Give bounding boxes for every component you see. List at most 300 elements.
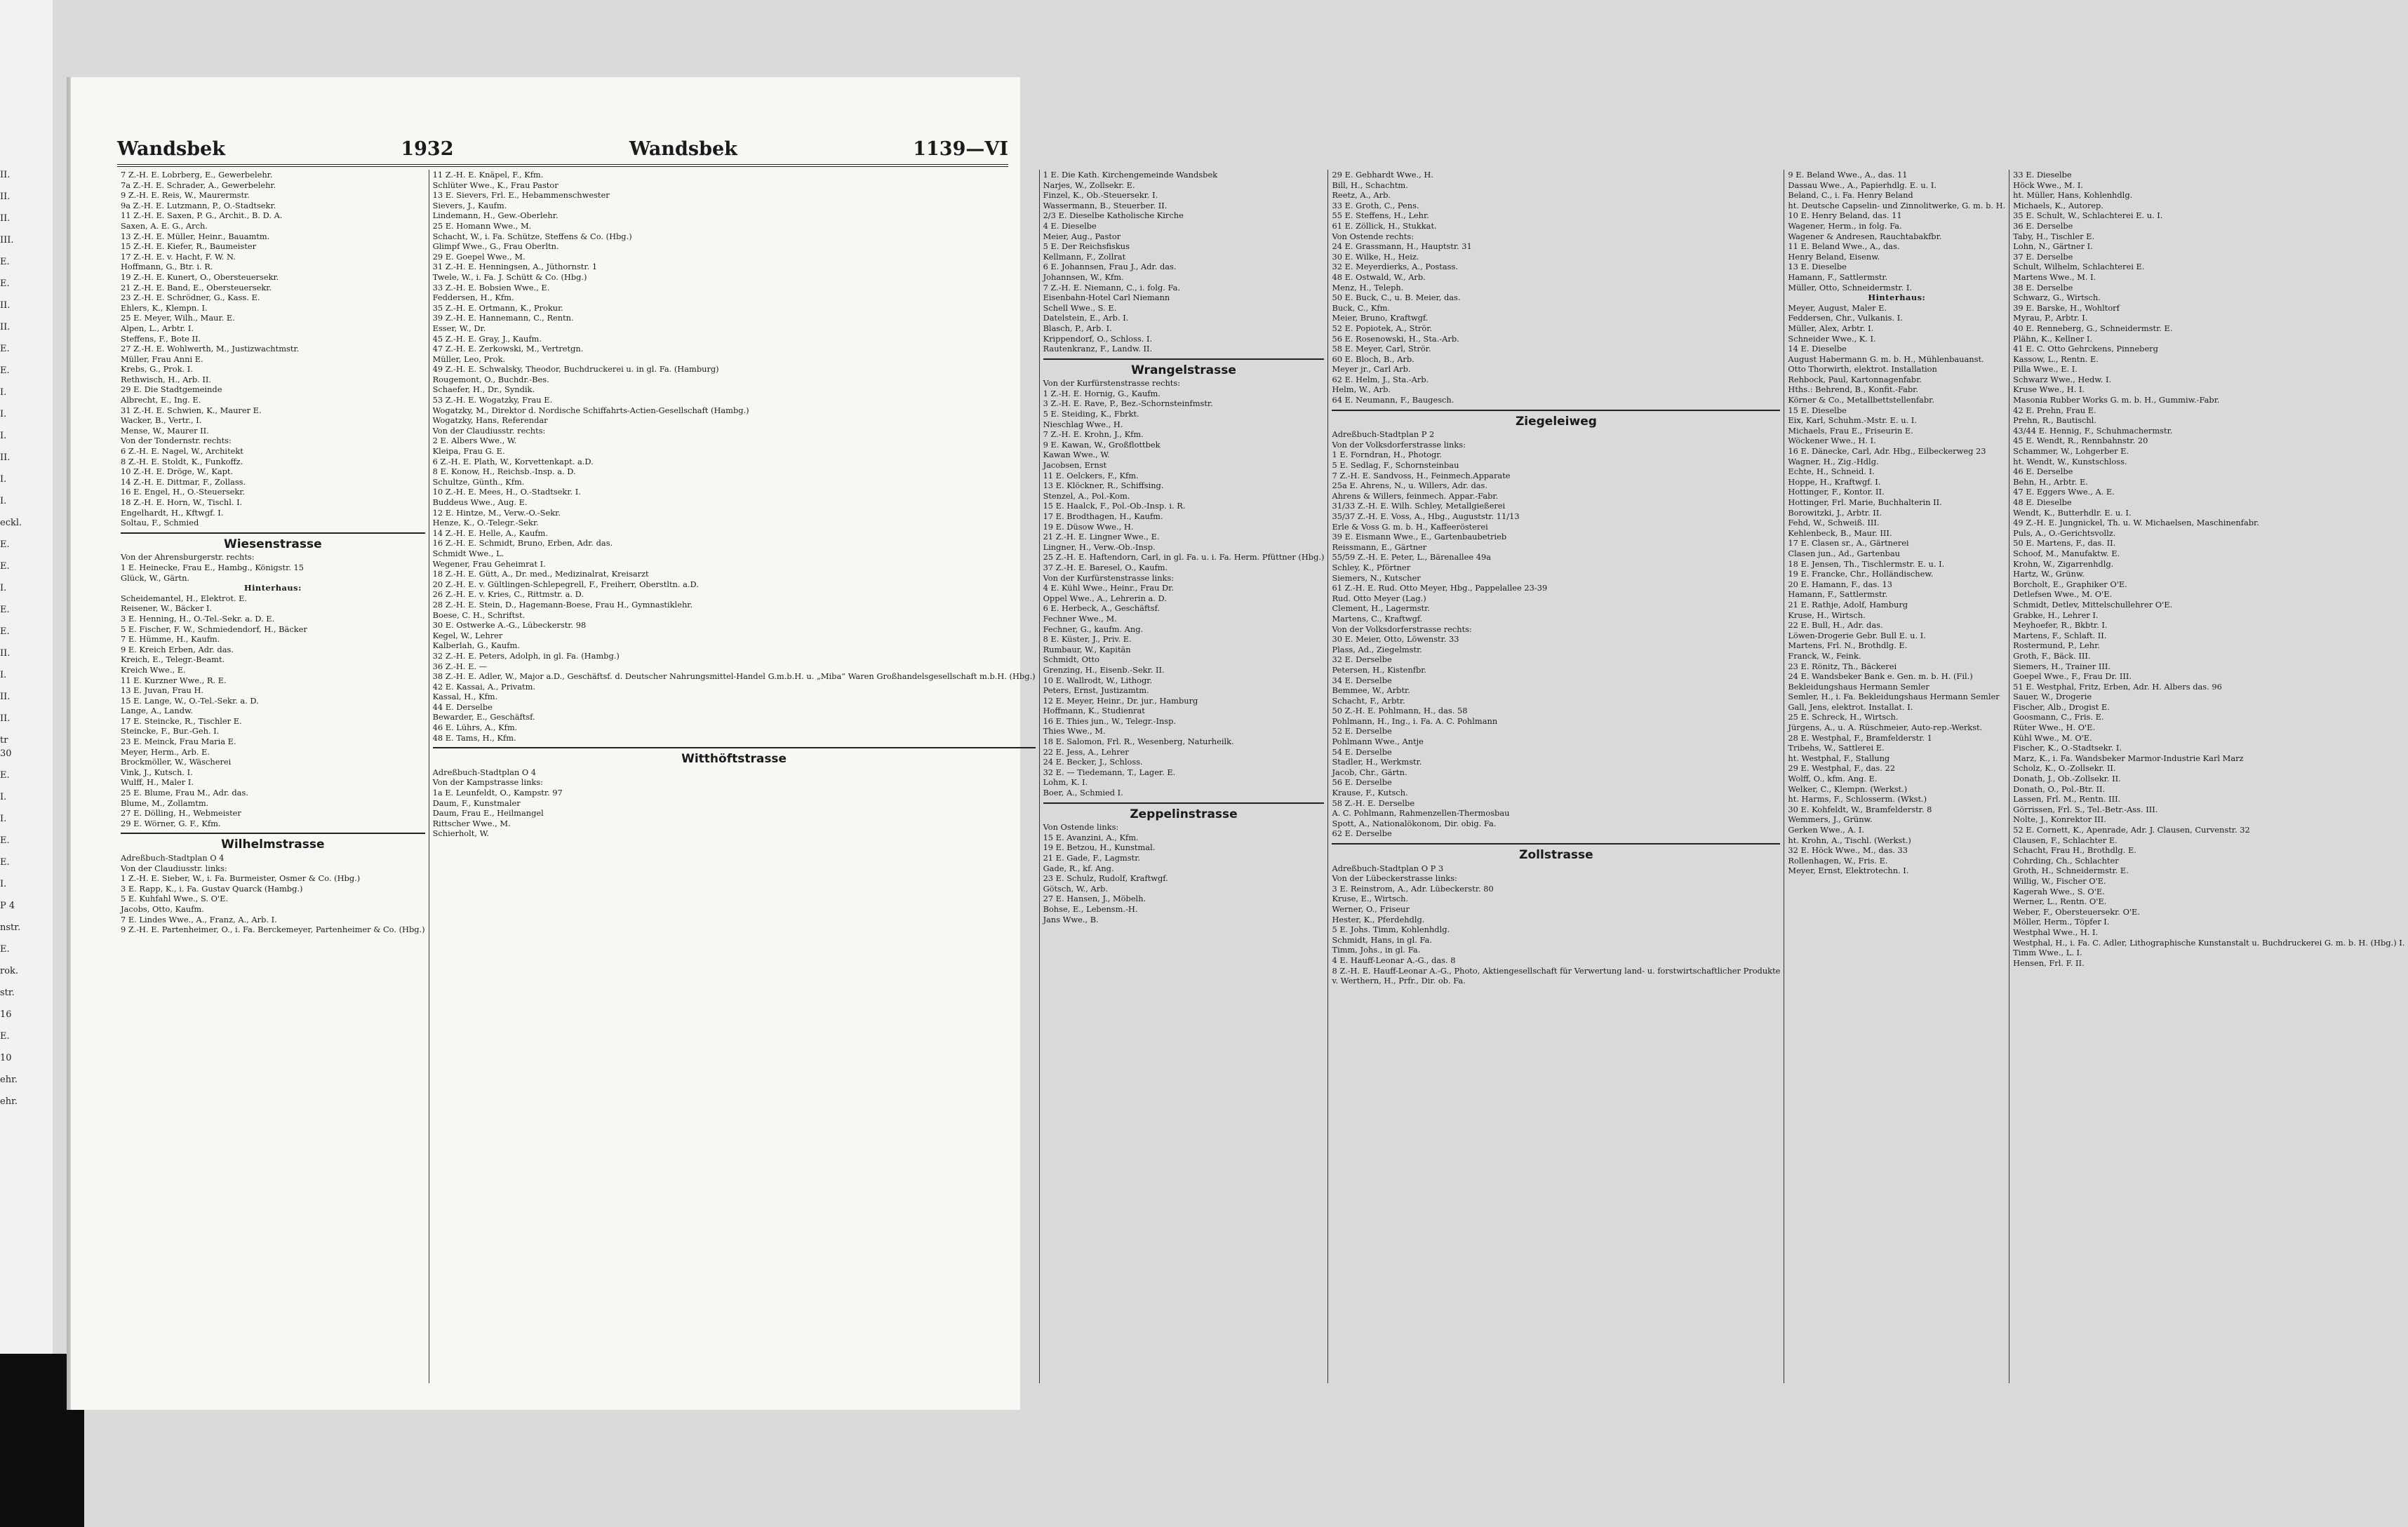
directory-entry: 5 E. Steiding, K., Fbrkt. [1043,409,1139,419]
directory-entry: Rüter Wwe., H. O'E. [2013,722,2096,733]
directory-entry: Albrecht, E., Ing. E. [121,395,201,405]
directory-entry: Blume, M., Zollamtm. [121,798,209,808]
directory-entry: Schultze, Günth., Kfm. [432,476,525,487]
directory-entry: Wacker, B., Vertr., I. [121,415,202,426]
directory-entry: Franck, W., Feink. [1788,650,1861,661]
strip-fragment: rok. [0,966,19,976]
directory-entry: Wemmers, J., Grünw. [1788,814,1873,825]
directory-entry: Kassal, H., Kfm. [432,692,498,702]
directory-entry: Lohn, N., Gärtner I. [2013,241,2093,252]
directory-entry: Martens, F., Schlaft. II. [2013,630,2107,640]
directory-entry: 35 E. Schult, W., Schlachterei E. u. I. [2013,210,2163,221]
street-heading: Wrangelstrasse [1043,358,1325,376]
directory-entry: 19 E. Francke, Chr., Holländischew. [1788,569,1934,579]
directory-entry: 2 E. Albers Wwe., W. [432,436,517,446]
directory-entry: 23 E. Schulz, Rudolf, Kraftwgf. [1043,873,1168,884]
directory-entry: Finzel, K., Ob.-Steuersekr. I. [1043,190,1158,201]
directory-entry: Meyer, August, Maler E. [1788,302,1887,313]
directory-entry: 30 E. Meier, Otto, Löwenstr. 33 [1332,634,1459,645]
directory-entry: Von der Volksdorferstrasse links: [1332,439,1466,450]
directory-entry: 5 E. Der Reichsfiskus [1043,241,1130,252]
directory-entry: 32 E. Höck Wwe., M., das. 33 [1788,845,1908,856]
directory-entry: 38 Z.-H. E. Adler, W., Major a.D., Geschäftsf. d. Deutscher Nahrungsmittel-Handel G.m.b.H. u. „Miba“ Waren Großhandelsgesellschaft m.b.H. (Hbg.) [432,671,1036,682]
directory-column [117,170,429,1383]
directory-entry: 45 E. Wendt, R., Rennbahnstr. 20 [2013,436,2148,446]
directory-entry: Groth, F., Bäck. III. [2013,650,2091,661]
directory-entry: Meier, Bruno, Kraftwgf. [1332,313,1429,323]
directory-entry: Fechner Wwe., M. [1043,613,1117,624]
directory-entry: 33 E. Dieselbe [2013,170,2072,180]
directory-entry: 60 E. Bloch, B., Arb. [1332,354,1414,364]
street-heading: Wiesenstrasse [121,532,425,550]
directory-entry: 43/44 E. Hennig, F., Schuhmachermstr. [2013,425,2173,436]
directory-entry: Narjes, W., Zollsekr. E. [1043,180,1135,190]
directory-entry: 32 E. — Tiedemann, T., Lager. E. [1043,767,1176,777]
directory-entry: Clement, H., Lagermstr. [1332,603,1430,614]
strip-fragment: tr 30 [0,735,12,759]
directory-entry: 20 Z.-H. E. v. Gültlingen-Schlepegrell, F., Freiherr, Oberstltn. a.D. [432,579,699,589]
directory-entry: Thies Wwe., M. [1043,726,1106,736]
directory-entry: Donath, O., Pol.-Btr. II. [2013,783,2106,794]
directory-entry: 25 E. Blume, Frau M., Adr. das. [121,788,248,798]
directory-entry: 42 E. Kassai, A., Privatm. [432,681,536,692]
directory-entry: 25 Z.-H. E. Haftendorn, Carl, in gl. Fa. u. i. Fa. Herm. Pfüttner (Hbg.) [1043,552,1325,563]
strip-fragment: II. [0,322,11,332]
directory-entry: 35 Z.-H. E. Ortmann, K., Prokur. [432,302,563,313]
directory-page [67,77,2405,1410]
directory-entry: Möller, Herm., Töpfer I. [2013,917,2110,927]
directory-entry: 45 Z.-H. E. Gray, J., Kaufm. [432,333,542,344]
directory-entry: Dassau Wwe., A., Papierhdlg. E. u. I. [1788,180,1937,190]
directory-entry: Hamann, F., Sattlermstr. [1788,589,1888,600]
directory-entry: Adreßbuch-Stadtplan O 4 [121,853,225,863]
directory-column [429,170,1040,1383]
directory-entry: 49 Z.-H. E. Jungnickel, Th. u. W. Michaelsen, Maschinenfabr. [2013,518,2259,528]
directory-entry: Gall, Jens, elektrot. Installat. I. [1788,701,1913,712]
directory-entry: Von der Kurfürstenstrasse rechts: [1043,378,1181,389]
directory-entry: Körner & Co., Metallbettstellenfabr. [1788,395,1934,405]
strip-fragment: II. [0,300,11,311]
directory-entry: 56 E. Derselbe [1332,777,1392,788]
directory-entry: Kegel, W., Lehrer [432,630,503,640]
strip-fragment: I. [0,387,7,398]
directory-entry: 17 E. Brodthagen, H., Kaufm. [1043,511,1163,521]
directory-entry: Henry Beland, Eisenw. [1788,251,1880,262]
strip-fragment: eckl. [0,518,22,528]
directory-entry: Wegener, Frau Geheimrat I. [432,558,546,569]
directory-entry: Krause, F., Kutsch. [1332,788,1408,798]
directory-entry: 5 E. Fischer, F. W., Schmiedendorf, H., Bäcker [121,624,307,634]
directory-entry: 55/59 Z.-H. E. Peter, L., Bärenallee 49a [1332,552,1492,563]
strip-fragment: II. [0,692,11,702]
directory-entry: 9 Z.-H. E. Partenheimer, O., i. Fa. Berckemeyer, Partenheimer & Co. (Hbg.) [121,924,425,935]
directory-entry: 18 Z.-H. E. Horn, W., Tischl. I. [121,497,243,507]
directory-entry: Siemers, N., Kutscher [1332,572,1421,583]
directory-entry: 1 Z.-H. E. Hornig, G., Kaufm. [1043,388,1160,398]
directory-entry: Willig, W., Fischer O'E. [2013,875,2106,886]
directory-entry: Vink, J., Kutsch. I. [121,767,193,777]
directory-entry: Hamann, F., Sattlermstr. [1788,271,1888,282]
directory-entry: Daum, F., Kunstmaler [432,798,521,808]
directory-entry: 10 E. Wallrodt, W., Lithogr. [1043,675,1153,685]
directory-entry: Rautenkranz, F., Landw. II. [1043,344,1153,354]
directory-entry: Borowitzki, J., Arbtr. II. [1788,507,1882,518]
strip-fragment: I. [0,792,7,802]
directory-entry: Goosmann, C., Fris. E. [2013,712,2104,722]
directory-entry: Pohlmann Wwe., Antje [1332,736,1424,747]
page-header [117,128,1008,167]
directory-entry: Bewarder, E., Geschäftsf. [432,712,535,722]
directory-entry: Meyer, Ernst, Elektrotechn. I. [1788,866,1909,876]
directory-entry: Prehn, R., Bautischl. [2013,415,2096,426]
strip-fragment: II. [0,713,11,724]
directory-entry: Alpen, L., Arbtr. I. [121,323,194,333]
strip-fragment: ehr. [0,1075,18,1085]
directory-entry: Westphal Wwe., H. I. [2013,927,2099,937]
directory-entry: Kruse Wwe., H. I. [2013,384,2085,395]
directory-entry: 3 E. Henning, H., O.-Tel.-Sekr. a. D. E. [121,613,275,624]
header-right-title: Wandsbek [629,138,737,160]
directory-entry: Höck Wwe., M. I. [2013,180,2083,190]
directory-entry: Von der Volksdorferstrasse rechts: [1332,624,1472,634]
street-heading: Wilhelmstrasse [121,833,425,850]
directory-entry: Groth, H., Schneidermstr. E. [2013,866,2129,876]
directory-entry: 51 E. Westphal, Fritz, Erben, Adr. H. Albers das. 96 [2013,681,2222,692]
directory-entry: 18 Z.-H. E. Gütt, A., Dr. med., Medizinalrat, Kreisarzt [432,569,649,579]
directory-entry: 16 E. Thies jun., W., Telegr.-Insp. [1043,715,1177,726]
directory-entry: Werner, O., Friseur [1332,903,1410,914]
directory-entry: Boer, A., Schmied I. [1043,788,1123,798]
directory-entry: Jacobsen, Ernst [1043,460,1107,471]
directory-entry: 29 E. Westphal, F., das. 22 [1788,763,1895,774]
directory-entry: Hoffmann, K., Studienrat [1043,706,1145,716]
directory-entry: 29 E. Goepel Wwe., M. [432,251,526,262]
directory-entry: Krohn, W., Zigarrenhdlg. [2013,558,2114,569]
directory-entry: 7 Z.-H. E. Lobrberg, E., Gewerbelehr. [121,170,273,180]
directory-entry: Eix, Karl, Schuhm.-Mstr. E. u. I. [1788,415,1917,426]
directory-entry: Buck, C., Kfm. [1332,302,1391,313]
directory-entry: 30 E. Kohfeldt, W., Bramfelderstr. 8 [1788,804,1932,814]
directory-entry: 1a E. Leunfeldt, O., Kampstr. 97 [432,788,563,798]
strip-fragment: E. [0,605,10,615]
directory-entry: 22 E. Jess, A., Lehrer [1043,746,1129,757]
directory-entry: Timm, Johs., in gl. Fa. [1332,945,1421,955]
directory-entry: Von der Claudiusstr. rechts: [432,425,546,436]
directory-entry: Hths.: Behrend, B., Konfit.-Fabr. [1788,384,1918,395]
directory-entry: Von Ostende rechts: [1332,231,1414,241]
directory-entry: 30 E. Ostwerke A.-G., Lübeckerstr. 98 [432,620,587,631]
directory-entry: 24 E. Grassmann, H., Hauptstr. 31 [1332,241,1472,252]
directory-entry: 19 E. Düsow Wwe., H. [1043,521,1134,532]
directory-entry: 7 Z.-H. E. Krohn, J., Kfm. [1043,429,1144,440]
directory-entry: 17 E. Clasen sr., A., Gärtnerei [1788,538,1909,549]
directory-entry: 35/37 Z.-H. E. Voss, A., Hbg., Auguststr. 11/13 [1332,511,1520,521]
directory-entry: 56 E. Rosenowski, H., Sta.-Arb. [1332,333,1459,344]
directory-entry: Plass, Ad., Ziegelmstr. [1332,644,1422,654]
directory-entry: Meier, Aug., Pastor [1043,231,1121,241]
directory-entry: Clasen jun., Ad., Gartenbau [1788,548,1900,558]
directory-entry: 3 E. Reinstrom, A., Adr. Lübeckerstr. 80 [1332,883,1494,894]
directory-entry: 9 E. Beland Wwe., A., das. 11 [1788,170,1908,180]
directory-entry: 15 E. Dieselbe [1788,405,1847,415]
directory-entry: Beland, C., i. Fa. Henry Beland [1788,190,1913,201]
directory-entry: 54 E. Derselbe [1332,746,1392,757]
strip-fragment: str. [0,988,15,998]
directory-entry: Donath, J., Ob.-Zollsekr. II. [2013,774,2121,784]
directory-entry: Bemmee, W., Arbtr. [1332,685,1410,696]
directory-entry: Kleipa, Frau G. E. [432,446,505,457]
directory-entry: Myrau, P., Arbtr. I. [2013,313,2088,323]
directory-entry: 26 Z.-H. E. v. Kries, C., Rittmstr. a. D. [432,589,584,600]
directory-entry: 16 Z.-H. E. Schmidt, Bruno, Erben, Adr. das. [432,538,613,549]
directory-entry: ht. Deutsche Capselin- und Zinnolitwerke, G. m. b. H. [1788,200,2006,210]
directory-entry: Schneider Wwe., K. I. [1788,333,1876,344]
directory-entry: Jans Wwe., B. [1043,914,1099,924]
directory-entry: 10 Z.-H. E. Dröge, W., Kapt. [121,466,234,477]
directory-entry: 13 E. Klöckner, R., Schiffsing. [1043,480,1164,491]
directory-entry: 62 E. Helm, J., Sta.-Arb. [1332,374,1429,384]
strip-fragment: E. [0,539,10,550]
directory-entry: Peters, Ernst, Justizamtm. [1043,685,1149,696]
directory-entry: 1 E. Heinecke, Frau E., Hambg., Königstr. 15 [121,562,305,572]
directory-entry: 3 E. Rapp, K., i. Fa. Gustav Quarck (Hambg.) [121,883,303,894]
strip-fragment: nstr. [0,922,21,933]
directory-entry: Lindemann, H., Gew.-Oberlehr. [432,210,558,221]
directory-entry: 3 Z.-H. E. Rave, P., Bez.-Schornsteinfmstr. [1043,398,1213,409]
directory-entry: 42 E. Prehn, Frau E. [2013,405,2096,415]
directory-entry: 27 Z.-H. E. Wohlwerth, M., Justizwachtmstr. [121,344,300,354]
directory-entry: 39 E. Eismann Wwe., E., Gartenbaubetrieb [1332,532,1507,542]
directory-entry: Ehlers, K., Klempn. I. [121,302,208,313]
directory-entry: 46 E. Derselbe [2013,466,2073,477]
directory-entry: Kagerah Wwe., S. O'E. [2013,886,2105,896]
directory-entry: 48 E. Ostwald, W., Arb. [1332,271,1426,282]
directory-entry: Weber, F., Obersteuersekr. O'E. [2013,906,2140,917]
strip-fragment: II. [0,191,11,202]
directory-entry: Plähn, K., Kellner I. [2013,333,2093,344]
previous-page-strip [0,168,21,1117]
directory-entry: Von Ostende links: [1043,822,1119,833]
directory-entry: 4 E. Dieselbe [1043,220,1097,231]
directory-entry: 11 E. Oelckers, F., Kfm. [1043,470,1139,480]
directory-entry: Fehd, W., Schweiß. III. [1788,518,1880,528]
directory-entry: August Habermann G. m. b. H., Mühlenbauanst. [1788,354,1984,364]
directory-entry: 21 Z.-H. E. Band, E., Obersteuersekr. [121,282,272,292]
directory-entry: 64 E. Neumann, F., Baugesch. [1332,395,1454,405]
directory-entry: 1 Z.-H. E. Sieber, W., i. Fa. Burmeister, Osmer & Co. (Hbg.) [121,873,361,884]
directory-entry: Fischer, K., O.-Stadtsekr. I. [2013,743,2122,753]
directory-entry: ht. Müller, Hans, Kohlenhdlg. [2013,190,2133,201]
directory-entry: Schaefer, H., Dr., Syndik. [432,384,535,395]
directory-entry: Martens Wwe., M. I. [2013,271,2096,282]
directory-entry: Görrissen, Frl. S., Tel.-Betr.-Ass. III. [2013,804,2158,814]
directory-entry: 13 E. Juvan, Frau H. [121,685,204,696]
strip-fragment: E. [0,835,10,846]
directory-entry: Detlefsen Wwe., M. O'E. [2013,589,2113,600]
directory-entry: 23 Z.-H. E. Schrödner, G., Kass. E. [121,292,260,303]
directory-entry: Rud. Otto Meyer (Lag.) [1332,593,1426,603]
directory-entry: 6 E. Johannsen, Frau J., Adr. das. [1043,262,1177,272]
directory-entry: Cohrding, Ch., Schlachter [2013,855,2119,866]
directory-entry: Esser, W., Dr. [432,323,486,333]
directory-entry: Von der Kurfürstenstrasse links: [1043,572,1175,583]
directory-entry: Kellmann, F., Zollrat [1043,251,1126,262]
directory-entry: Rollenhagen, W., Fris. E. [1788,855,1888,866]
directory-entry: 15 E. Avanzini, A., Kfm. [1043,832,1139,842]
directory-entry: 40 E. Renneberg, G., Schneidermstr. E. [2013,323,2173,333]
directory-entry: Behn, H., Arbtr. E. [2013,476,2088,487]
street-heading: Ziegeleiweg [1332,410,1780,427]
directory-entry: Jürgens, A., u. A. Rüschmeier, Auto-rep.-Werkst. [1788,722,1983,733]
directory-entry: 52 E. Cornett, K., Apenrade, Adr. J. Clausen, Curvenstr. 32 [2013,825,2250,835]
directory-entry: 7 Z.-H. E. Niemann, C., i. folg. Fa. [1043,282,1181,292]
strip-fragment: I. [0,431,7,441]
directory-entry: Steffens, F., Bote II. [121,333,201,344]
directory-entry: 9a Z.-H. E. Lutzmann, P., O.-Stadtsekr. [121,200,276,210]
directory-entry: Kassow, L., Rentn. E. [2013,354,2099,364]
strip-fragment: E. [0,278,10,289]
directory-entry: 18 E. Salomon, Frl. R., Wesenberg, Naturheilk. [1043,736,1234,747]
strip-fragment: ehr. [0,1096,18,1107]
directory-entry: Hottinger, Frl. Marie, Buchhalterin II. [1788,497,1942,507]
strip-fragment: E. [0,944,10,955]
directory-entry: Gade, R., kf. Ang. [1043,863,1114,873]
directory-entry: Tribehs, W., Sattlerei E. [1788,743,1885,753]
directory-entry: 20 E. Hamann, F., das. 13 [1788,579,1892,589]
directory-entry: Reissmann, E., Gärtner [1332,541,1427,552]
directory-entry: Borcholt, E., Graphiker O'E. [2013,579,2127,589]
street-heading: Zeppelinstrasse [1043,802,1325,820]
directory-entry: Sauer, W., Drogerie [2013,692,2092,702]
directory-entry: Otto Thorwirth, elektrot. Installation [1788,364,1937,375]
directory-entry: 29 E. Die Stadtgemeinde [121,384,222,395]
directory-entry: Rethwisch, H., Arb. II. [121,374,212,384]
directory-entry: 50 E. Martens, F., das. II. [2013,538,2116,549]
directory-entry: 17 E. Steincke, R., Tischler E. [121,715,242,726]
directory-entry: Scholz, K., O.-Zollsekr. II. [2013,763,2116,774]
directory-entry: Rumbaur, W., Kapitän [1043,644,1131,654]
directory-entry: Kawan Wwe., W. [1043,450,1110,460]
directory-entry: Müller, Otto, Schneidermstr. I. [1788,282,1912,292]
directory-entry: 61 Z.-H. E. Rud. Otto Meyer, Hbg., Pappelallee 23-39 [1332,583,1548,593]
directory-entry: 15 E. Lange, W., O.-Tel.-Sekr. a. D. [121,695,259,706]
directory-entry: Masonia Rubber Works G. m. b. H., Gummiw.-Fabr. [2013,395,2220,405]
directory-entry: Wöckener Wwe., H. I. [1788,436,1876,446]
directory-entry: Blasch, P., Arb. I. [1043,323,1112,333]
directory-entry: Schell Wwe., S. E. [1043,302,1117,313]
directory-columns [117,170,2405,1383]
directory-entry: Fischer, Alb., Drogist E. [2013,701,2110,712]
strip-fragment: E. [0,257,10,267]
directory-entry: Engelhardt, H., Kftwgf. I. [121,507,224,518]
directory-entry: Reisener, W., Bäcker I. [121,603,213,614]
directory-entry: ht. Harms, F., Schlosserm. (Wkst.) [1788,794,1927,805]
directory-entry: 33 E. Groth, C., Pens. [1332,200,1419,210]
directory-entry: 25 E. Homann Wwe., M. [432,220,532,231]
directory-entry: Feddersen, H., Kfm. [432,292,514,303]
directory-entry: Schmidt Wwe., L. [432,548,504,558]
directory-entry: Rostermund, P., Lehr. [2013,640,2100,651]
directory-entry: 8 E. Küster, J., Priv. E. [1043,634,1132,645]
directory-entry: Menz, H., Teleph. [1332,282,1404,292]
directory-entry: 14 Z.-H. E. Helle, A., Kaufm. [432,527,548,538]
directory-entry: 28 E. Westphal, F., Bramfelderstr. 1 [1788,732,1932,743]
street-heading: Zollstrasse [1332,843,1780,861]
directory-entry: 29 E. Wörner, G. F., Kfm. [121,818,221,828]
header-year: 1932 [401,138,454,160]
directory-entry: Lingner, H., Verw.-Ob.-Insp. [1043,541,1156,552]
strip-fragment: E. [0,365,10,376]
directory-entry: Hensen, Frl. F. II. [2013,957,2085,968]
directory-entry: Von der Kampstrasse links: [432,777,544,788]
directory-entry: Schoof, M., Manufaktw. E. [2013,548,2120,558]
directory-entry: Spott, A., Nationalökonom, Dir. obig. Fa. [1332,818,1497,828]
directory-entry: 21 E. Gade, F., Lagmstr. [1043,853,1141,863]
directory-entry: 34 E. Derselbe [1332,675,1392,685]
directory-entry: Müller, Frau Anni E. [121,354,203,364]
directory-entry: 31/33 Z.-H. E. Wilh. Schley, Metallgießerei [1332,501,1506,511]
directory-entry: Hoppe, H., Kraftwgf. I. [1788,476,1881,487]
directory-entry: Bekleidungshaus Hermann Semler [1788,681,1929,692]
directory-entry: Wolff, O., kfm. Ang. E. [1788,774,1878,784]
directory-entry: Schacht, W., i. Fa. Schütze, Steffens & Co. (Hbg.) [432,231,632,241]
directory-entry: 9 E. Kawan, W., Großflottbek [1043,439,1160,450]
directory-entry: 62 E. Derselbe [1332,828,1392,839]
directory-entry: 7 E. Lindes Wwe., A., Franz, A., Arb. I. [121,914,277,924]
directory-entry: 53 Z.-H. E. Wogatzky, Frau E. [432,395,553,405]
directory-entry: Krebs, G., Prok. I. [121,364,193,375]
directory-entry: Westphal, H., i. Fa. C. Adler, Lithographische Kunstanstalt u. Buchdruckerei G. m. b. H. (Hbg.) I. [2013,937,2405,948]
directory-entry: Ahrens & Willers, feinmech. Appar.-Fabr. [1332,490,1499,501]
directory-entry: Grenzing, H., Eisenb.-Sekr. II. [1043,664,1165,675]
directory-entry: Werner, L., Rentn. O'E. [2013,896,2107,907]
directory-entry: Taby, H., Tischler E. [2013,231,2095,241]
directory-entry: Jacobs, Otto, Kaufm. [121,903,204,914]
directory-entry: Twele, W., i. Fa. J. Schütt & Co. (Hbg.) [432,271,587,282]
directory-entry: Kreich, E., Telegr.-Beamt. [121,654,225,665]
directory-entry: Johannsen, W., Kfm. [1043,271,1124,282]
directory-entry: 52 E. Popiotek, A., Strör. [1332,323,1433,333]
directory-entry: Steincke, F., Bur.-Geh. I. [121,726,220,736]
directory-entry: Glimpf Wwe., G., Frau Oberltn. [432,241,559,252]
directory-entry: Eisenbahn-Hotel Carl Niemann [1043,292,1170,303]
directory-entry: Götsch, W., Arb. [1043,883,1109,894]
directory-entry: 36 Z.-H. E. — [432,661,488,671]
directory-entry: Schmidt, Detlev, Mittelschullehrer O'E. [2013,599,2173,610]
directory-entry: Rougemont, O., Buchdr.-Bes. [432,374,549,384]
directory-entry: Pilla Wwe., E. I. [2013,364,2078,375]
directory-entry: Bohse, E., Lebensm.-H. [1043,903,1138,914]
directory-entry: 7a Z.-H. E. Schrader, A., Gewerbelehr. [121,180,276,190]
directory-entry: Fechner, G., kaufm. Ang. [1043,624,1144,634]
directory-entry: 2/3 E. Dieselbe Katholische Kirche [1043,210,1184,221]
directory-entry: ht. Wendt, W., Kunstschloss. [2013,456,2127,466]
directory-entry: 21 E. Rathje, Adolf, Hamburg [1788,599,1908,610]
directory-entry: 13 Z.-H. E. Müller, Heinr., Bauamtm. [121,231,270,241]
directory-entry: Lange, A., Landw. [121,706,194,716]
strip-fragment: I. [0,496,7,506]
directory-entry: Meyer, Herm., Arb. E. [121,746,210,757]
directory-entry: Krippendorf, O., Schloss. I. [1043,333,1153,344]
directory-entry: Marz, K., i. Fa. Wandsbeker Marmor-Industrie Karl Marz [2013,753,2244,763]
directory-column [2009,170,2408,1383]
strip-fragment: 10 [0,1053,12,1063]
directory-entry: 11 E. Kurzner Wwe., R. E. [121,675,227,685]
directory-entry: Stadler, H., Werkmstr. [1332,757,1422,767]
directory-entry: Mense, W., Maurer II. [121,425,209,436]
directory-entry: Kalberlah, G., Kaufm. [432,640,520,651]
directory-entry: Datelstein, E., Arb. I. [1043,313,1129,323]
